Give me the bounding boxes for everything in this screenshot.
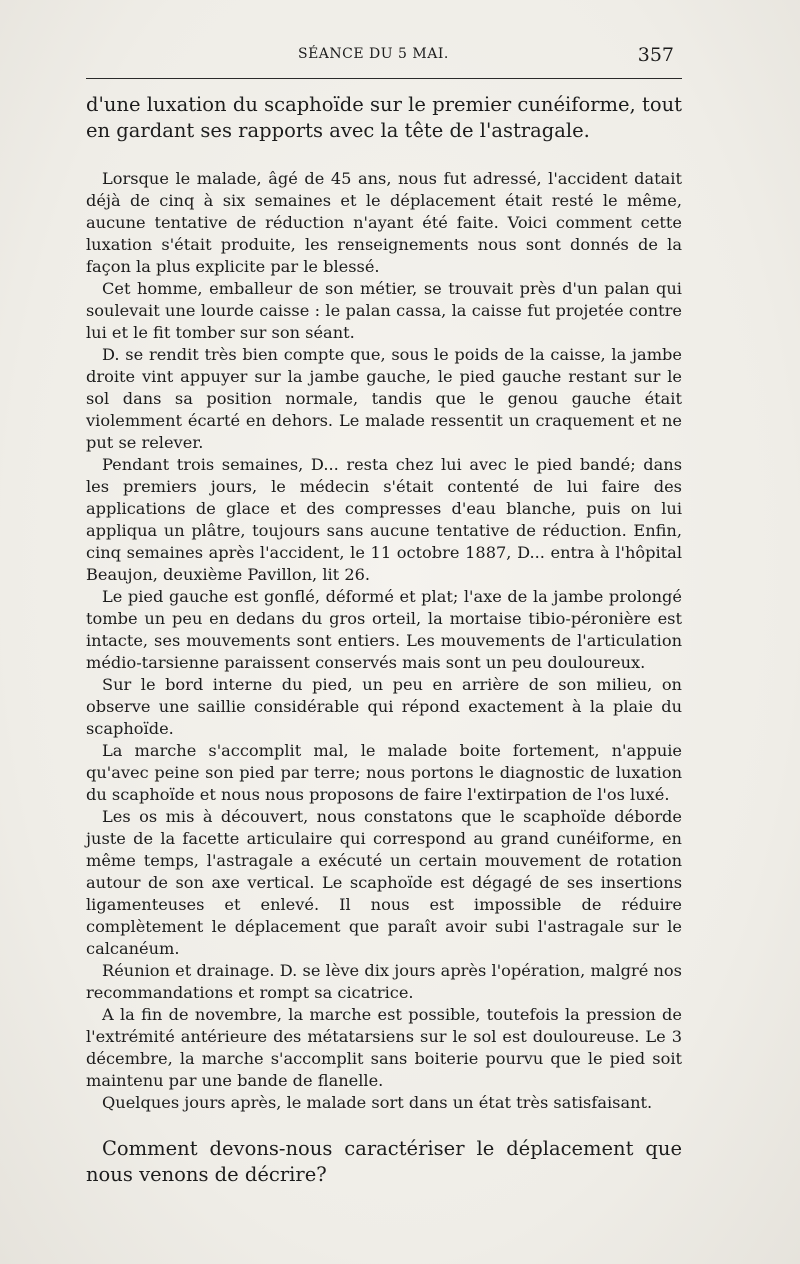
paragraph-3: D. se rendit très bien compte que, sous le poids de la caisse, la jambe droite vint appuyer sur la jambe gauche, le pied gauche restant sur le sol dans sa position normale, tandis que le genou gauche était violemment écarté en dehors. Le malade ressentit un craquement et ne put se relever.: [86, 345, 682, 452]
running-head: SÉANCE DU 5 MAI.: [298, 46, 449, 62]
paragraph-7: La marche s'accomplit mal, le malade boite fortement, n'appuie qu'avec peine son pied par terre; nous portons le diagnostic de luxation du scaphoïde et nous nous proposons de faire l'extirpation de l'os luxé.: [86, 741, 682, 804]
paragraph-11: Quelques jours après, le malade sort dans un état très satisfaisant.: [102, 1093, 653, 1112]
paragraph-1: Lorsque le malade, âgé de 45 ans, nous fut adressé, l'accident datait déjà de cinq à six semaines et le déplacement était resté le même, aucune tentative de réduction n'ayant été faite. Voici comment cette luxation s'était produite, les renseignements nous sont donnés de la façon la plus explicite par le blessé.: [86, 169, 682, 276]
page-number: 357: [637, 44, 674, 66]
page-header: [86, 46, 682, 72]
paragraph-6: Sur le bord interne du pied, un peu en arrière de son milieu, on observe une saillie considérable qui répond exactement à la plaie du scaphoïde.: [86, 675, 682, 738]
paragraph-5: Le pied gauche est gonflé, déformé et plat; l'axe de la jambe prolongé tombe un peu en dedans du gros orteil, la mortaise tibio-péronière est intacte, ses mouvements sont entiers. Les mouvements de l'articulation médio-tarsienne paraissent conservés mais sont un peu douloureux.: [86, 587, 682, 672]
lead-paragraph: d'une luxation du scaphoïde sur le premier cunéiforme, tout en gardant ses rapports avec la tête de l'astragale.: [86, 93, 682, 142]
paragraph-2: Cet homme, emballeur de son métier, se trouvait près d'un palan qui soulevait une lourde caisse : le palan cassa, la caisse fut projetée contre lui et le fit tomber sur son séant.: [86, 279, 682, 342]
paragraph-8: Les os mis à découvert, nous constatons que le scaphoïde déborde juste de la facette articulaire qui correspond au grand cunéiforme, en même temps, l'astragale a exécuté un certain mouvement de rotation autour de son axe vertical. Le scaphoïde est dégagé de ses insertions ligamenteuses et enlevé. Il nous est impossible de réduire complètement le déplacement que paraît avoir subi l'astragale sur le calcanéum.: [86, 807, 682, 958]
closing-question: Comment devons-nous caractériser le déplacement que nous venons de décrire?: [86, 1137, 682, 1186]
paragraph-4: Pendant trois semaines, D... resta chez lui avec le pied bandé; dans les premiers jours, le médecin s'était contenté de lui faire des applications de glace et des compresses d'eau blanche, puis on lui appliqua un plâtre, toujours sans aucune tentative de réduction. Enfin, cinq semaines après l'accident, le 11 octobre 1887, D... entra à l'hôpital Beaujon, deuxième Pavillon, lit 26.: [86, 455, 682, 584]
paragraph-9: Réunion et drainage. D. se lève dix jours après l'opération, malgré nos recommandations et rompt sa cicatrice.: [86, 961, 682, 1002]
body-text: [86, 92, 682, 1188]
paragraph-10: A la fin de novembre, la marche est possible, toutefois la pression de l'extrémité antérieure des métatarsiens sur le sol est douloureuse. Le 3 décembre, la marche s'accomplit sans boiterie pourvu que le pied soit maintenu par une bande de flanelle.: [86, 1005, 682, 1090]
header-rule: [86, 78, 682, 79]
